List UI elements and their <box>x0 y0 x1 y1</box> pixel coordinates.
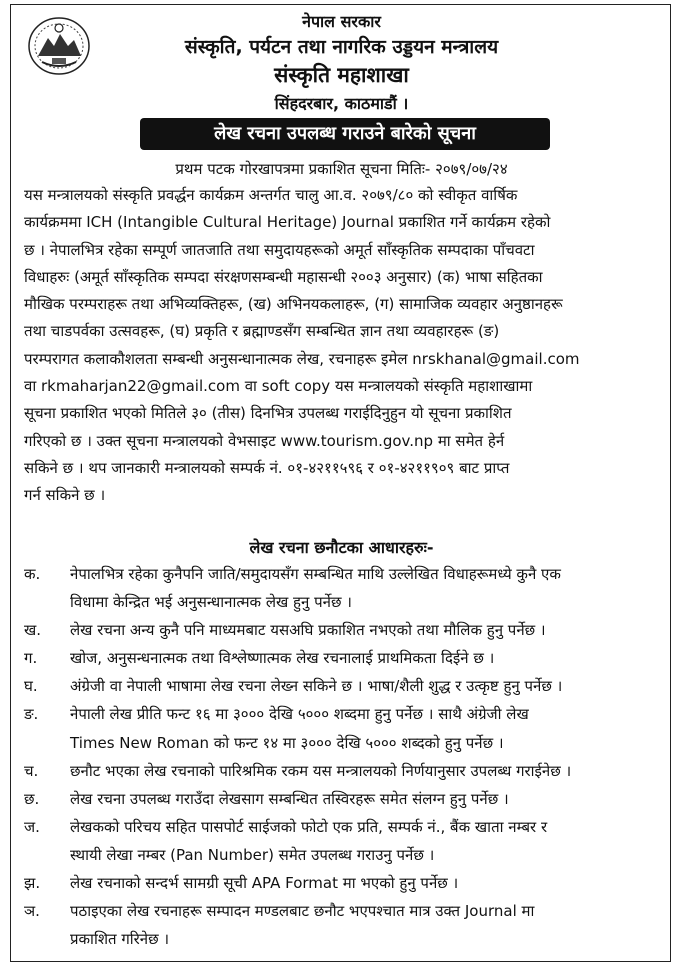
body-line: मौखिक परम्पराहरू तथा अभिव्यक्तिहरू, (ख) अभिनयकलाहरू, (ग) सामाजिक व्यवहार अनुष्ठानहरू <box>24 295 563 314</box>
body-line: गर्न सकिने छ । <box>24 486 106 505</box>
criteria-marker: घ. <box>24 677 38 696</box>
criteria-text: लेख रचनाको सन्दर्भ सामग्री सूची APA Format मा भएको हुनु पर्नेछ । <box>70 874 459 893</box>
criteria-marker: ग. <box>24 649 38 668</box>
criteria-item <box>24 814 669 870</box>
criteria-marker: ञ. <box>24 902 40 921</box>
body-line: छ । नेपालभित्र रहेका सम्पूर्ण जातजाति तथा समुदायहरूको अमूर्त साँस्कृतिक सम्पदाका पाँचवटा <box>24 240 535 259</box>
criteria-item <box>24 701 669 757</box>
body-line: गरिएको छ । उक्त सूचना मन्त्रालयको वेभसाइट www.tourism.gov.np मा समेत हेर्न <box>24 431 505 450</box>
body-line: सूचना प्रकाशित भएको मितिले ३० (तीस) दिनभित्र उपलब्ध गराईदिनुहुन यो सूचना प्रकाशित <box>24 404 512 423</box>
criteria-text: लेख रचना उपलब्ध गराउँदा लेखसाग सम्बन्धित तस्विरहरू समेत संलग्न हुनु पर्नेछ । <box>70 789 509 808</box>
criteria-text: स्थायी लेखा नम्बर (Pan Number) समेत उपलब्ध गराउनु पर्नेछ । <box>70 845 435 864</box>
criteria-item <box>24 673 669 701</box>
body-line: यस मन्त्रालयको संस्कृति प्रवर्द्धन कार्यक्रम अन्तर्गत चालु आ.व. २०७९/८० को स्वीकृत वार्षिक <box>24 186 518 204</box>
criteria-text: लेख रचना अन्य कुनै पनि माध्यमबाट यसअघि प्रकाशित नभएको तथा मौलिक हुनु पर्नेछ । <box>70 621 546 640</box>
criteria-text: अंग्रेजी वा नेपाली भाषामा लेख रचना लेख्न सकिने छ । भाषा/शैली शुद्ध र उत्कृष्ट हुनु पर्नेछ । <box>70 677 563 696</box>
publication-note: प्रथम पटक गोरखापत्रमा प्रकाशित सूचना मितिः- २०७९/०७/२४ <box>175 160 508 178</box>
criteria-marker: क. <box>24 565 41 583</box>
government-name: नेपाल सरकार <box>302 12 381 31</box>
criteria-text: पठाइएका लेख रचनाहरू सम्पादन मण्डलबाट छनौट भएपश्चात मात्र उक्त Journal मा <box>70 902 535 921</box>
criteria-text: प्रकाशित गरिनेछ । <box>70 930 170 949</box>
criteria-marker: ख. <box>24 621 42 640</box>
criteria-text: नेपाली लेख प्रीति फन्ट १६ मा ३००० देखि ५००० शब्दमा हुनु पर्नेछ । साथै अंग्रेजी लेख <box>70 705 529 724</box>
criteria-text: लेखकको परिचय सहित पासपोर्ट साईजको फोटो एक प्रति, सम्पर्क नं., बैंक खाता नम्बर र <box>70 817 548 836</box>
office-address: सिंहदरबार, काठमाडौं । <box>274 94 409 113</box>
criteria-item <box>24 898 669 954</box>
criteria-text: नेपालभित्र रहेका कुनैपनि जाति/समुदायसँग सम्बन्धित माथि उल्लेखित विधाहरूमध्ये कुनै एक <box>70 565 561 583</box>
criteria-marker: च. <box>24 761 39 780</box>
criteria-text: Times New Roman को फन्ट १४ मा ३००० देखि ५००० शब्दको हुनु पर्नेछ । <box>70 733 504 752</box>
criteria-marker: छ. <box>24 789 40 808</box>
criteria-list <box>24 561 669 954</box>
criteria-item <box>24 786 669 814</box>
notice-body <box>24 182 664 510</box>
body-line: विधाहरुः (अमूर्त साँस्कृतिक सम्पदा संरक्षणसम्बन्धी महासन्धी २००३ अनुसार) (क) भाषा सहितका <box>24 267 543 286</box>
criteria-marker: ङ. <box>24 705 39 724</box>
notice-title-banner: लेख रचना उपलब्ध गराउने बारेको सूचना <box>140 118 550 150</box>
criteria-heading: लेख रचना छनौटका आधारहरुः- <box>249 538 434 557</box>
criteria-item <box>24 758 669 786</box>
ministry-name: संस्कृति, पर्यटन तथा नागरिक उड्डयन मन्त्रालय <box>184 36 499 58</box>
criteria-marker: ज. <box>24 817 40 836</box>
body-line: परम्परागत कलाकौशलता सम्बन्धी अनुसन्धानात्मक लेख, रचनाहरू इमेल nrskhanal@gmail.com <box>24 349 580 368</box>
body-line: सकिने छ । थप जानकारी मन्त्रालयको सम्पर्क नं. ०१-४२११५९६ र ०१-४२११९०९ बाट प्राप्त <box>24 458 510 477</box>
body-line: तथा चाडपर्वका उत्सवहरू, (घ) प्रकृति र ब्रह्माण्डसँग सम्बन्धित ज्ञान तथा व्यवहारहरू (ङ) <box>24 322 500 341</box>
criteria-text: खोज, अनुसन्धनात्मक तथा विश्लेष्णात्मक लेख रचनालाई प्राथमिकता दिईने छ । <box>70 649 495 668</box>
body-line: कार्यक्रममा ICH (Intangible Cultural Heritage) Journal प्रकाशित गर्ने कार्यक्रम रहेको <box>24 213 551 232</box>
criteria-item <box>24 561 669 617</box>
body-line: वा rkmaharjan22@gmail.com वा soft copy यस मन्त्रालयको संस्कृति महाशाखामा <box>24 377 533 396</box>
division-name: संस्कृति महाशाखा <box>274 63 409 87</box>
criteria-item <box>24 645 669 673</box>
criteria-item <box>24 870 669 898</box>
criteria-text: विधामा केन्द्रित भई अनुसन्धानात्मक लेख हुनु पर्नेछ । <box>70 593 352 612</box>
criteria-item <box>24 617 669 645</box>
criteria-marker: झ. <box>24 874 41 893</box>
criteria-text: छनौट भएका लेख रचनाको पारिश्रमिक रकम यस मन्त्रालयको निर्णयानुसार उपलब्ध गराईनेछ । <box>70 761 572 780</box>
